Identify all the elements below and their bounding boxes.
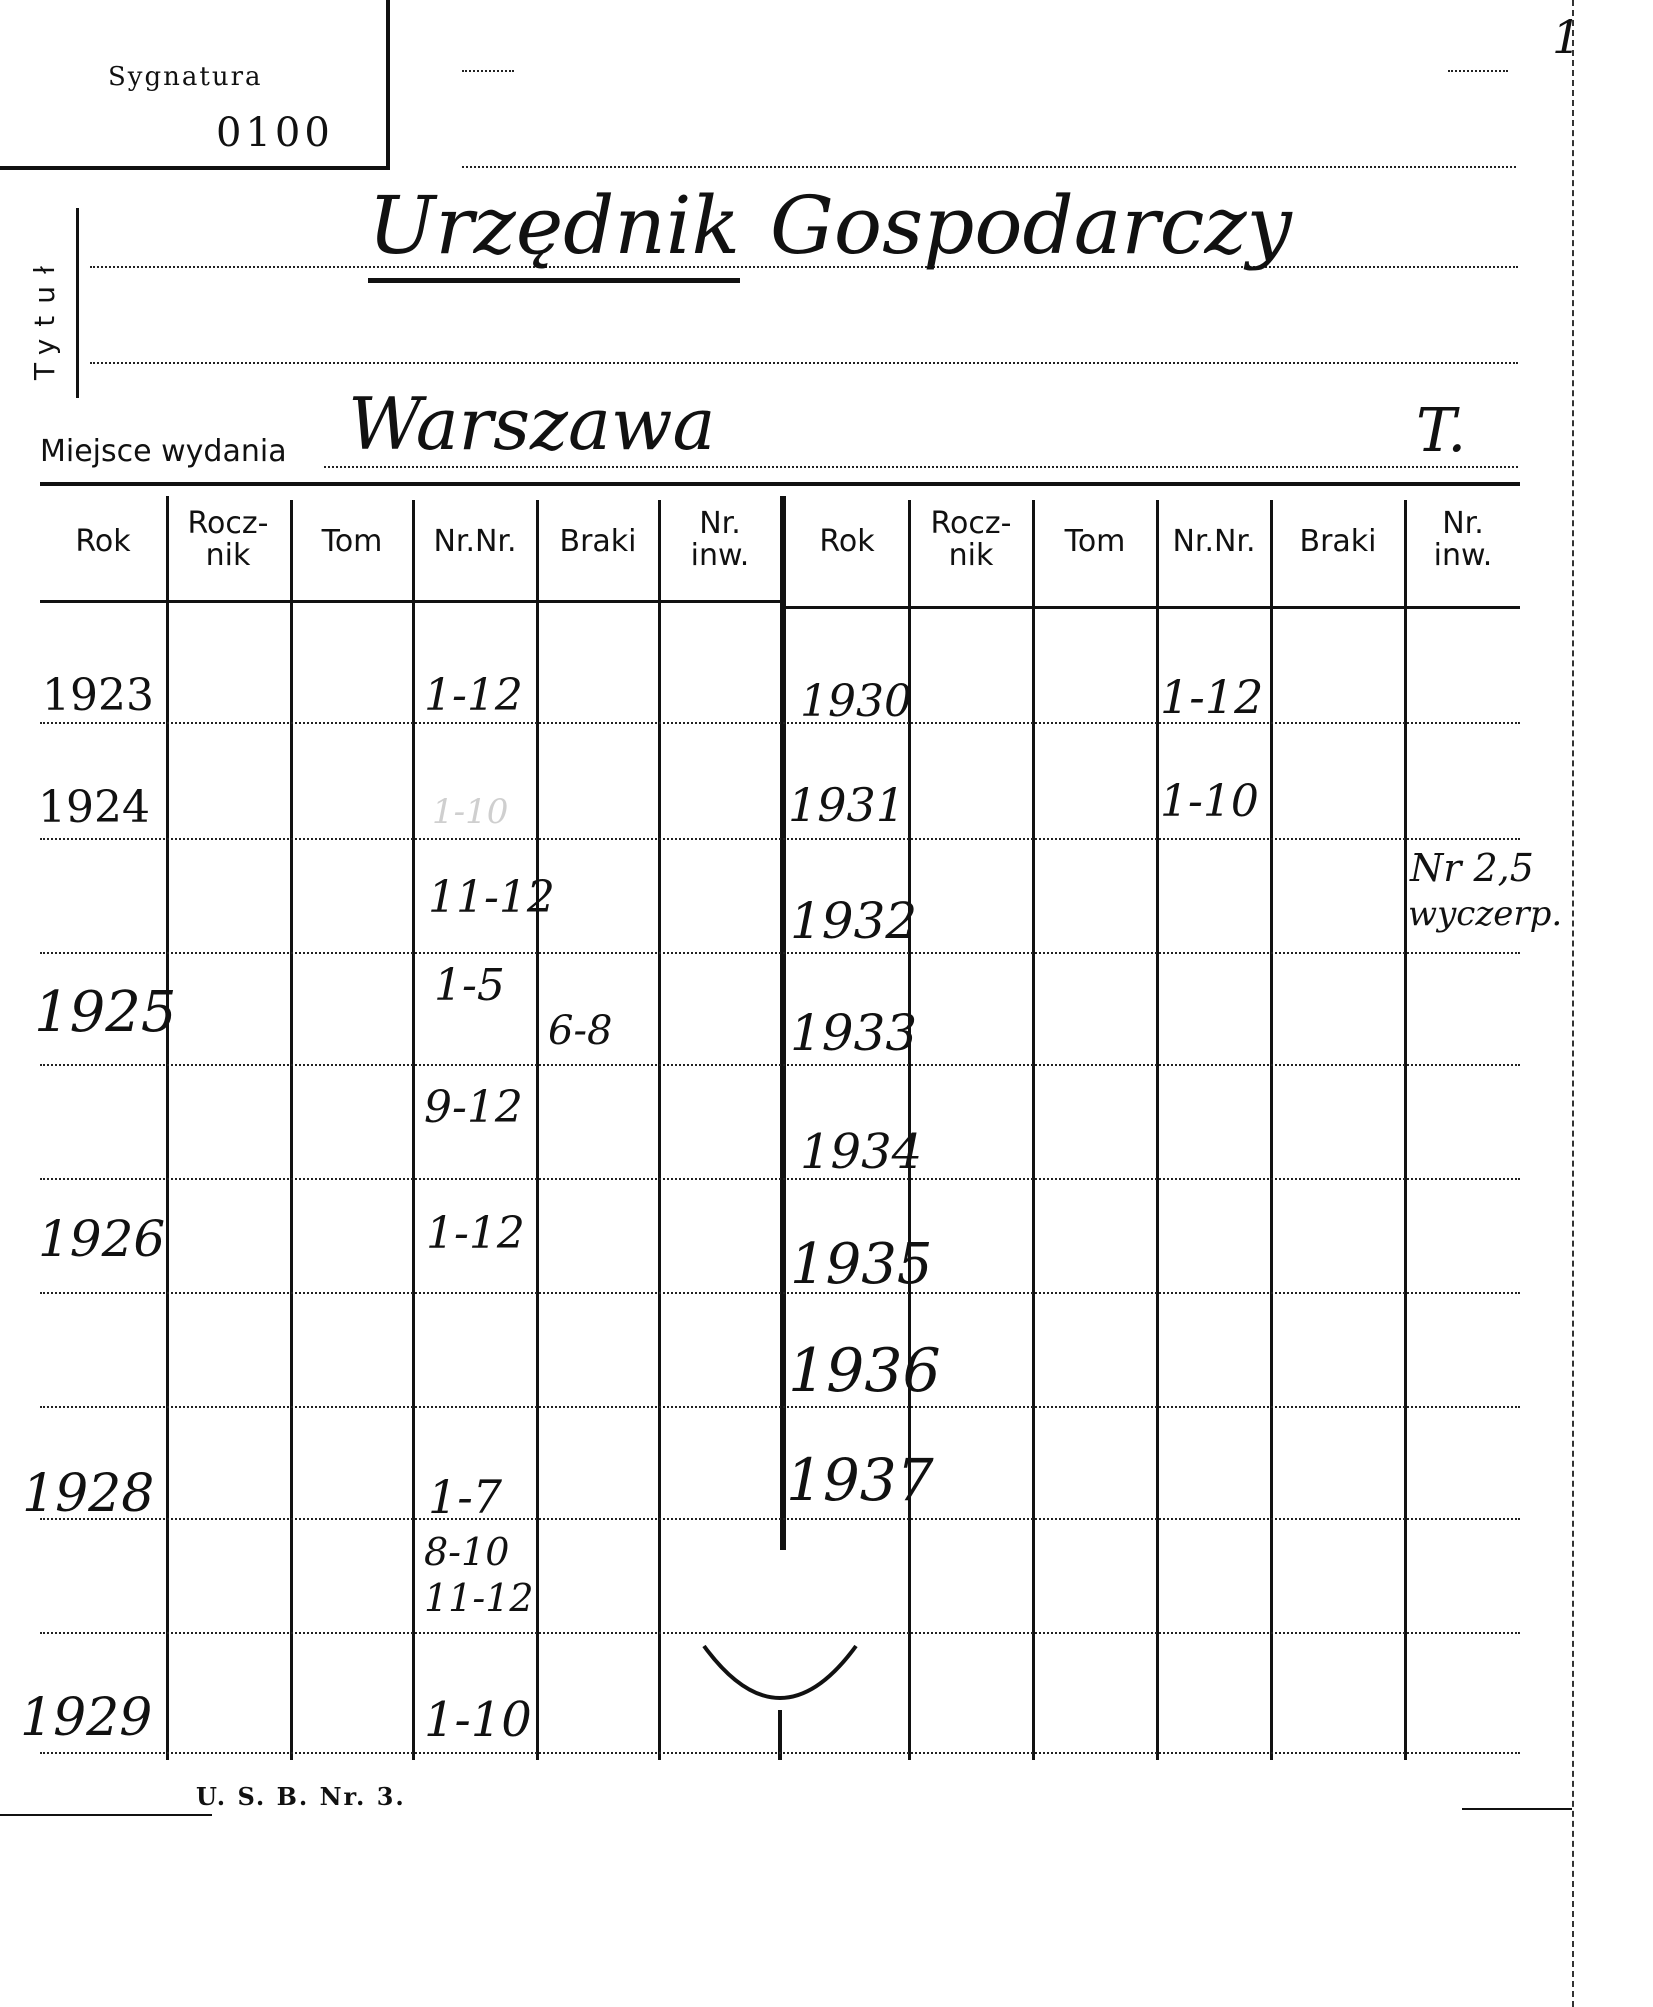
- right-row-8-rok: 1937: [786, 1446, 934, 1514]
- right-row-3-rok: 1932: [790, 892, 918, 950]
- left-row-7-nrnr-2: 8-10: [424, 1530, 510, 1574]
- miejsce-line: [324, 466, 1518, 468]
- right-row-3-nrinw-2: wyczerp.: [1408, 894, 1563, 934]
- col-line-4: [536, 500, 539, 1760]
- left-row-1-nrnr: 1-12: [424, 670, 523, 721]
- title-handwritten-1: Urzędnik: [368, 176, 740, 283]
- tytul-label: Tytuł: [28, 254, 61, 380]
- row-separator: [40, 1518, 1520, 1520]
- row-separator: [40, 1178, 1520, 1180]
- right-row-3-nrinw-1: Nr 2,5: [1410, 846, 1534, 890]
- top-dotted-line-1: [462, 70, 514, 72]
- left-row-7-rok: 1928: [22, 1464, 155, 1524]
- left-row-4-braki: 6-8: [548, 1008, 613, 1054]
- left-row-7-nrnr-3: 11-12: [424, 1576, 534, 1620]
- footer-label: U. S. B. Nr. 3.: [196, 1782, 406, 1811]
- header-rocznik-right: Rocz- nik: [930, 506, 1012, 573]
- sygnatura-label: Sygnatura: [108, 62, 263, 92]
- left-row-7-nrnr: 1-7: [428, 1470, 503, 1524]
- header-braki-right: Braki: [1299, 524, 1377, 559]
- left-row-8-rok: 1929: [20, 1688, 153, 1748]
- header-tom-left: Tom: [321, 524, 383, 559]
- col-line-1: [166, 496, 169, 1760]
- header-nrinw-right: Nr. inw.: [1433, 506, 1493, 573]
- col-line-center: [780, 496, 786, 1550]
- col-line-9: [1156, 500, 1159, 1760]
- left-row-6-rok: 1926: [38, 1210, 166, 1268]
- header-rule-left: [40, 600, 782, 603]
- header-rok-left: Rok: [75, 524, 131, 559]
- corner-page-number: 1: [1552, 10, 1582, 64]
- row-separator: [40, 1292, 1520, 1294]
- left-row-5-nrnr: 9-12: [424, 1082, 523, 1133]
- col-line-2: [290, 500, 293, 1760]
- right-row-1-nrnr: 1-12: [1160, 670, 1264, 724]
- header-nrnr-right: Nr.Nr.: [1172, 524, 1256, 559]
- left-row-6-nrnr: 1-12: [426, 1208, 525, 1259]
- tytul-bracket: [76, 208, 79, 398]
- header-rule-right: [782, 606, 1520, 609]
- row-separator: [40, 1406, 1520, 1408]
- left-row-1-rok: 1923: [42, 670, 154, 721]
- top-dotted-line-3: [462, 166, 1516, 168]
- col-line-5: [658, 500, 661, 1760]
- sygnatura-value: 0100: [216, 110, 334, 156]
- header-nrnr-left: Nr.Nr.: [433, 524, 517, 559]
- right-row-6-rok: 1935: [790, 1232, 933, 1297]
- miejsce-suffix: T.: [1416, 396, 1467, 466]
- col-line-8: [1032, 500, 1035, 1760]
- table-top-rule: [40, 482, 1520, 486]
- right-row-7-rok: 1936: [788, 1336, 941, 1406]
- right-row-4-rok: 1933: [790, 1004, 918, 1062]
- center-arc: [700, 1640, 860, 1720]
- title-line-2: [90, 362, 1518, 364]
- col-line-3: [412, 500, 415, 1760]
- left-row-4-rok: 1925: [34, 980, 177, 1045]
- footer-right-rule: [1462, 1808, 1572, 1810]
- row-separator: [40, 722, 1520, 724]
- right-edge-line: [1572, 0, 1574, 2007]
- right-row-2-rok: 1931: [788, 778, 906, 832]
- right-row-5-rok: 1934: [800, 1124, 923, 1180]
- header-nrinw-left: Nr. inw.: [690, 506, 750, 573]
- row-separator: [40, 1752, 1520, 1754]
- miejsce-label: Miejsce wydania: [40, 434, 287, 469]
- header-braki-left: Braki: [559, 524, 637, 559]
- row-separator: [40, 952, 1520, 954]
- header-tom-right: Tom: [1064, 524, 1126, 559]
- title-handwritten-2: Gospodarczy: [770, 179, 1292, 272]
- left-row-2-nrnr: 1-10: [432, 792, 509, 832]
- row-separator: [40, 1064, 1520, 1066]
- right-row-2-nrnr: 1-10: [1160, 776, 1259, 827]
- row-separator: [40, 1632, 1520, 1634]
- col-line-11: [1404, 500, 1407, 1760]
- left-row-8-nrnr: 1-10: [424, 1692, 532, 1748]
- col-line-10: [1270, 500, 1273, 1760]
- left-row-4-nrnr: 1-5: [434, 960, 505, 1011]
- header-rocznik-left: Rocz- nik: [187, 506, 269, 573]
- header-rok-right: Rok: [819, 524, 875, 559]
- row-separator: [40, 838, 1520, 840]
- footer-left-rule: [0, 1814, 212, 1816]
- left-row-2-rok: 1924: [38, 782, 150, 833]
- left-row-3-nrnr: 11-12: [428, 872, 555, 923]
- right-row-1-rok: 1930: [800, 676, 912, 727]
- top-dotted-line-2: [1448, 70, 1508, 72]
- miejsce-value: Warszawa: [348, 382, 716, 466]
